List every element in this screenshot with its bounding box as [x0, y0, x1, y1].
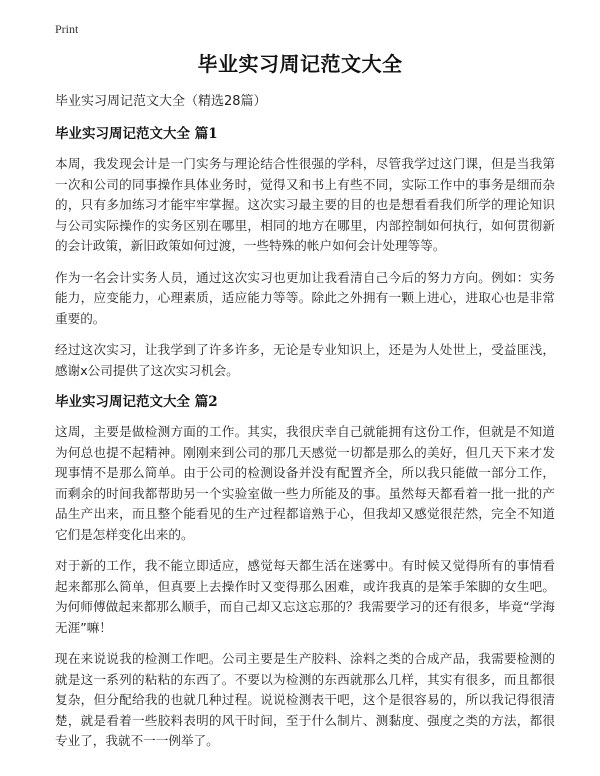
article-body	[55, 92, 555, 763]
section-heading: 毕业实习周记范文大全 篇2	[55, 394, 218, 410]
print-link[interactable]: Print	[55, 22, 79, 36]
paragraph: 现在来说说我的检测工作吧。公司主要是生产胶料、涂料之类的合成产品，我需要检测的就是这一系列的粘粘的东西了。不要以为检测的东西就那么几样，其实有很多，而且都很复杂，但分配给我的也就几种过程。说说检测表干吧，这个是很容易的，所以我记得很清楚，就是看着一些胶料表明的风干时间，至于什么制片、测黏度、强度之类的方法，都很专业了，我就不一一例举了。	[55, 651, 555, 748]
paragraph: 对于新的工作，我不能立即适应，感觉每天都生活在迷雾中。有时候又觉得所有的事情看起来都那么简单，但真要上去操作时又变得那么困难，或许我真的是笨手笨脚的女生吧。为何师傅做起来都那么顺手，而自己却又忘这忘那的？我需要学习的还有很多，毕竟“学海无涯”嘛！	[55, 558, 555, 635]
paragraph: 本周，我发现会计是一门实务与理论结合性很强的学科，尽管我学过这门课，但是当我第一次和公司的同事操作具体业务时，觉得又和书上有些不同，实际工作中的事务是细而杂的，只有多加练习才能牢牢掌握。这次实习最主要的目的也是想看看我们所学的理论知识与公司实际操作的实务区别在哪里，相同的地方在哪里，内部控制如何执行，如何贯彻新的会计政策，新旧政策如何过渡，一些特殊的帐户如何会计处理等等。	[55, 156, 555, 253]
page-title: 毕业实习周记范文大全	[197, 52, 403, 76]
paragraph: 这周，主要是做检测方面的工作。其实，我很庆幸自己就能拥有这份工作，但就是不知道为何总也提不起精神。刚刚来到公司的那几天感觉一切都是那么的美好，但几天下来才发现事情不是那么简单。由于公司的检测设备并没有配置齐全，所以我只能做一部分工作，而剩余的时间我都帮助另一个实验室做一些力所能及的事。虽然每天都看着一批一批的产品生产出来，而且整个能看见的生产过程都谙熟于心，但我却又感觉很茫然，完全不知道它们是怎样变化出来的。	[55, 424, 555, 542]
section-heading: 毕业实习周记范文大全 篇1	[55, 126, 218, 142]
paragraph: 经过这次实习，让我学到了许多许多，无论是专业知识上，还是为人处世上，受益匪浅，感谢x公司提供了这次实习机会。	[55, 342, 555, 378]
article-subtitle: 毕业实习周记范文大全（精选28篇）	[55, 94, 267, 109]
section-1	[55, 124, 555, 381]
paragraph: 作为一名会计实务人员，通过这次实习也更加让我看清自己今后的努力方向。例如：实务能力，应变能力，心理素质，适应能力等等。除此之外拥有一颗上进心，进取心也是非常重要的。	[55, 269, 555, 326]
section-2	[55, 392, 555, 752]
